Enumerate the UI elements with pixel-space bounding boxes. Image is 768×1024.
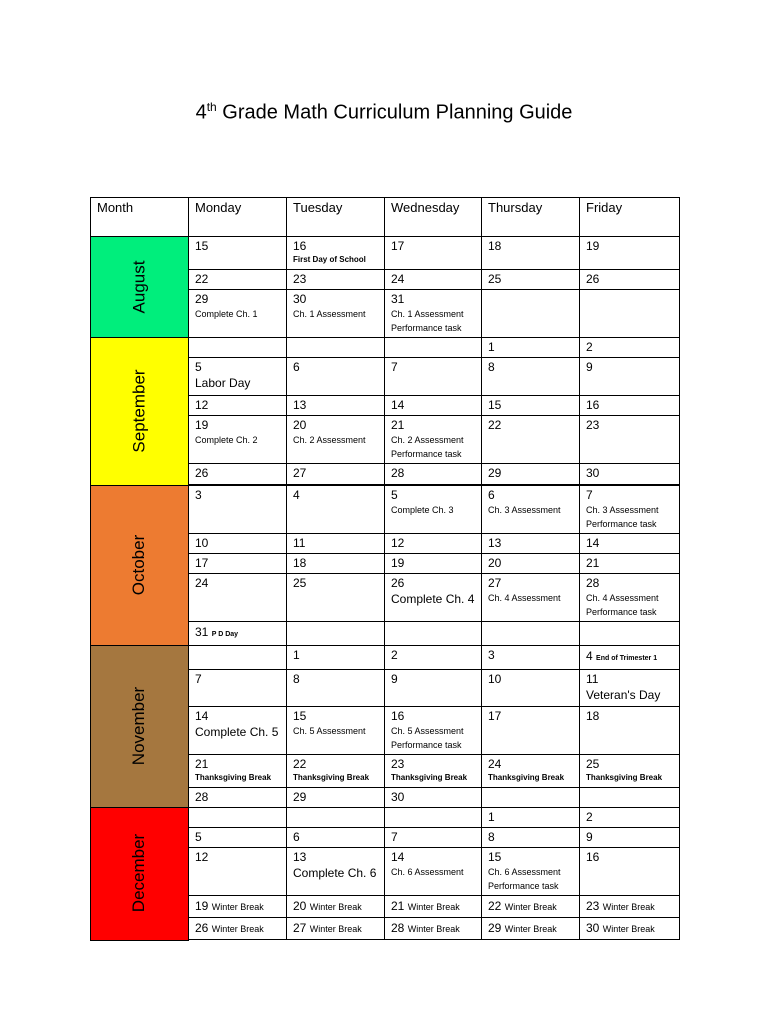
date-number: 28	[391, 466, 405, 480]
date-number: 6	[293, 830, 300, 844]
date-number: 15	[293, 709, 307, 723]
date-number: 31	[195, 625, 209, 639]
event-note: Complete Ch. 3	[391, 505, 454, 515]
day-cell	[385, 486, 482, 534]
date-number: 10	[488, 672, 502, 686]
day-cell	[189, 270, 287, 290]
date-number: 29	[488, 921, 502, 935]
event-note: Complete Ch. 5	[195, 725, 279, 739]
day-cell	[385, 670, 482, 707]
day-cell	[482, 416, 580, 464]
day-cell	[580, 554, 680, 574]
day-cell	[580, 534, 680, 554]
day-cell	[580, 646, 680, 670]
day-cell	[287, 918, 385, 940]
day-cell	[385, 396, 482, 416]
event-note: Ch. 5 Assessment	[391, 726, 464, 736]
day-cell	[580, 270, 680, 290]
day-cell	[287, 237, 385, 270]
event-note: Winter Break	[602, 902, 655, 912]
date-number: 9	[586, 830, 593, 844]
date-number: 21	[195, 757, 209, 771]
date-number: 26	[586, 272, 600, 286]
date-number: 13	[488, 536, 502, 550]
day-cell	[385, 338, 482, 358]
event-note: Performance task	[488, 881, 559, 891]
month-cell-august	[91, 237, 189, 338]
event-note: Labor Day	[195, 376, 251, 390]
date-number: 13	[293, 850, 307, 864]
day-cell	[482, 622, 580, 646]
date-number: 5	[195, 830, 202, 844]
date-number: 26	[195, 921, 209, 935]
day-cell	[385, 646, 482, 670]
date-number: 21	[391, 418, 405, 432]
day-cell	[287, 270, 385, 290]
date-number: 28	[391, 921, 405, 935]
day-cell	[189, 896, 287, 918]
day-cell	[580, 808, 680, 828]
day-cell	[580, 622, 680, 646]
event-note: Performance task	[391, 323, 462, 333]
day-cell	[580, 464, 680, 485]
event-note: Complete Ch. 2	[195, 435, 258, 445]
date-number: 18	[586, 709, 600, 723]
event-note: Performance task	[586, 519, 657, 529]
date-number: 25	[293, 576, 307, 590]
title-superscript: th	[206, 100, 217, 114]
day-cell	[287, 707, 385, 755]
event-note: Ch. 2 Assessment	[293, 435, 366, 445]
day-cell	[482, 534, 580, 554]
day-cell	[580, 896, 680, 918]
date-number: 25	[586, 757, 600, 771]
date-number: 15	[195, 239, 209, 253]
date-number: 3	[195, 488, 202, 502]
event-note: Ch. 6 Assessment	[391, 867, 464, 877]
date-number: 30	[586, 466, 600, 480]
date-number: 27	[293, 466, 307, 480]
date-number: 1	[293, 648, 300, 662]
day-cell	[580, 358, 680, 396]
date-number: 21	[586, 556, 600, 570]
day-cell	[385, 896, 482, 918]
date-number: 30	[391, 790, 405, 804]
event-note: Ch. 3 Assessment	[586, 505, 659, 515]
date-number: 7	[586, 488, 593, 502]
date-number: 12	[195, 850, 209, 864]
date-number: 6	[488, 488, 495, 502]
date-number: 13	[293, 398, 307, 412]
date-number: 24	[195, 576, 209, 590]
day-cell	[385, 290, 482, 338]
date-number: 22	[488, 418, 502, 432]
date-number: 20	[293, 418, 307, 432]
date-number: 22	[488, 899, 502, 913]
header-monday: Monday	[189, 198, 287, 237]
event-note: Ch. 1 Assessment	[293, 309, 366, 319]
day-cell	[287, 896, 385, 918]
date-number: 17	[488, 709, 502, 723]
day-cell	[189, 358, 287, 396]
date-number: 18	[488, 239, 502, 253]
table-row	[91, 808, 680, 828]
day-cell	[287, 788, 385, 808]
day-cell	[385, 918, 482, 940]
day-cell	[287, 554, 385, 574]
date-number: 22	[293, 757, 307, 771]
day-cell	[482, 554, 580, 574]
date-number: 20	[488, 556, 502, 570]
day-cell	[482, 755, 580, 788]
day-cell	[385, 788, 482, 808]
event-note: Winter Break	[407, 902, 460, 912]
date-number: 25	[488, 272, 502, 286]
day-cell	[385, 358, 482, 396]
date-number: 27	[293, 921, 307, 935]
day-cell	[482, 707, 580, 755]
event-note: Winter Break	[407, 924, 460, 934]
event-note: Performance task	[391, 740, 462, 750]
date-number: 18	[293, 556, 307, 570]
day-cell	[287, 828, 385, 848]
date-number: 14	[391, 398, 405, 412]
event-note: First Day of School	[293, 255, 366, 264]
day-cell	[385, 554, 482, 574]
date-number: 7	[391, 830, 398, 844]
day-cell	[189, 416, 287, 464]
day-cell	[580, 670, 680, 707]
day-cell	[287, 670, 385, 707]
event-note: End of Trimester 1	[596, 655, 658, 662]
day-cell	[482, 808, 580, 828]
day-cell	[189, 670, 287, 707]
day-cell	[482, 918, 580, 940]
month-cell-september	[91, 338, 189, 486]
day-cell	[482, 237, 580, 270]
day-cell	[189, 788, 287, 808]
date-number: 29	[195, 292, 209, 306]
date-number: 4	[293, 488, 300, 502]
day-cell	[287, 622, 385, 646]
date-number: 16	[586, 850, 600, 864]
day-cell	[189, 534, 287, 554]
day-cell	[287, 646, 385, 670]
event-note: Ch. 2 Assessment	[391, 435, 464, 445]
event-note: Thanksgiving Break	[293, 773, 370, 782]
month-label: August	[129, 260, 149, 313]
date-number: 2	[391, 648, 398, 662]
event-note: Winter Break	[504, 924, 557, 934]
day-cell	[189, 237, 287, 270]
date-number: 5	[195, 360, 202, 374]
day-cell	[385, 464, 482, 485]
day-cell	[482, 848, 580, 896]
date-number: 10	[195, 536, 209, 550]
day-cell	[385, 707, 482, 755]
day-cell	[189, 574, 287, 622]
day-cell	[580, 828, 680, 848]
day-cell	[580, 574, 680, 622]
day-cell	[189, 554, 287, 574]
event-note: Winter Break	[602, 924, 655, 934]
day-cell	[189, 622, 287, 646]
date-number: 31	[391, 292, 405, 306]
day-cell	[189, 808, 287, 828]
date-number: 14	[391, 850, 405, 864]
date-number: 17	[391, 239, 405, 253]
date-number: 21	[391, 899, 405, 913]
date-number: 15	[488, 398, 502, 412]
day-cell	[385, 270, 482, 290]
date-number: 23	[586, 899, 600, 913]
event-note: Veteran's Day	[586, 688, 661, 702]
date-number: 12	[195, 398, 209, 412]
day-cell	[482, 396, 580, 416]
day-cell	[287, 534, 385, 554]
day-cell	[482, 270, 580, 290]
month-cell-october	[91, 486, 189, 646]
date-number: 17	[195, 556, 209, 570]
header-month: Month	[91, 198, 189, 237]
day-cell	[385, 574, 482, 622]
date-number: 23	[586, 418, 600, 432]
day-cell	[287, 848, 385, 896]
event-note: Ch. 4 Assessment	[586, 593, 659, 603]
event-note: Ch. 4 Assessment	[488, 593, 561, 603]
date-number: 20	[293, 899, 307, 913]
day-cell	[385, 622, 482, 646]
date-number: 2	[586, 340, 593, 354]
event-note: Winter Break	[309, 924, 362, 934]
day-cell	[482, 828, 580, 848]
date-number: 16	[293, 239, 307, 253]
event-note: Winter Break	[309, 902, 362, 912]
day-cell	[385, 534, 482, 554]
day-cell	[580, 755, 680, 788]
event-note: Ch. 6 Assessment	[488, 867, 561, 877]
planning-table	[90, 197, 680, 941]
day-cell	[287, 290, 385, 338]
day-cell	[287, 338, 385, 358]
day-cell	[580, 788, 680, 808]
day-cell	[189, 646, 287, 670]
month-label: October	[129, 534, 149, 596]
event-note: Winter Break	[211, 924, 264, 934]
month-cell-december	[91, 808, 189, 941]
event-note: Performance task	[391, 449, 462, 459]
event-note: Complete Ch. 1	[195, 309, 258, 319]
event-note: Complete Ch. 4	[391, 592, 475, 606]
date-number: 27	[488, 576, 502, 590]
day-cell	[385, 848, 482, 896]
date-number: 23	[293, 272, 307, 286]
day-cell	[287, 574, 385, 622]
date-number: 6	[293, 360, 300, 374]
date-number: 3	[488, 648, 495, 662]
event-note: Thanksgiving Break	[391, 773, 468, 782]
day-cell	[580, 338, 680, 358]
day-cell	[482, 290, 580, 338]
day-cell	[580, 416, 680, 464]
day-cell	[385, 237, 482, 270]
date-number: 14	[586, 536, 600, 550]
date-number: 24	[488, 757, 502, 771]
day-cell	[482, 358, 580, 396]
day-cell	[287, 416, 385, 464]
header-wednesday: Wednesday	[385, 198, 482, 237]
day-cell	[287, 486, 385, 534]
day-cell	[580, 848, 680, 896]
event-note: Complete Ch. 6	[293, 866, 377, 880]
day-cell	[189, 707, 287, 755]
day-cell	[189, 848, 287, 896]
day-cell	[580, 707, 680, 755]
date-number: 15	[488, 850, 502, 864]
date-number: 28	[586, 576, 600, 590]
page-title	[0, 93, 768, 127]
day-cell	[189, 918, 287, 940]
day-cell	[287, 358, 385, 396]
event-note: Thanksgiving Break	[488, 773, 565, 782]
event-note: Ch. 1 Assessment	[391, 309, 464, 319]
day-cell	[189, 486, 287, 534]
day-cell	[385, 828, 482, 848]
month-label: September	[129, 369, 149, 453]
date-number: 12	[391, 536, 405, 550]
date-number: 26	[195, 466, 209, 480]
day-cell	[482, 896, 580, 918]
date-number: 16	[391, 709, 405, 723]
date-number: 7	[391, 360, 398, 374]
day-cell	[482, 788, 580, 808]
date-number: 29	[488, 466, 502, 480]
date-number: 8	[488, 360, 495, 374]
month-label: December	[129, 834, 149, 913]
event-note: Winter Break	[211, 902, 264, 912]
date-number: 23	[391, 757, 405, 771]
day-cell	[287, 808, 385, 828]
day-cell	[580, 290, 680, 338]
day-cell	[580, 918, 680, 940]
header-tuesday: Tuesday	[287, 198, 385, 237]
date-number: 7	[195, 672, 202, 686]
day-cell	[482, 574, 580, 622]
day-cell	[580, 237, 680, 270]
event-note: Performance task	[586, 607, 657, 617]
day-cell	[287, 755, 385, 788]
date-number: 19	[391, 556, 405, 570]
date-number: 9	[391, 672, 398, 686]
day-cell	[385, 808, 482, 828]
day-cell	[189, 828, 287, 848]
date-number: 8	[293, 672, 300, 686]
month-label: November	[129, 686, 149, 766]
day-cell	[580, 396, 680, 416]
event-note: Thanksgiving Break	[586, 773, 663, 782]
day-cell	[189, 290, 287, 338]
month-cell-november	[91, 646, 189, 808]
date-number: 1	[488, 810, 495, 824]
date-number: 16	[586, 398, 600, 412]
day-cell	[482, 486, 580, 534]
date-number: 29	[293, 790, 307, 804]
day-cell	[189, 464, 287, 485]
table-row	[91, 237, 680, 270]
day-cell	[482, 670, 580, 707]
date-number: 9	[586, 360, 593, 374]
date-number: 14	[195, 709, 209, 723]
day-cell	[189, 338, 287, 358]
table-row	[91, 646, 680, 670]
date-number: 19	[195, 418, 209, 432]
event-note: Ch. 5 Assessment	[293, 726, 366, 736]
date-number: 4	[586, 649, 593, 663]
day-cell	[385, 755, 482, 788]
date-number: 19	[195, 899, 209, 913]
date-number: 26	[391, 576, 405, 590]
day-cell	[482, 338, 580, 358]
title-text: Grade Math Curriculum Planning Guide	[222, 101, 573, 124]
date-number: 5	[391, 488, 398, 502]
title-grade-number: 4	[195, 101, 207, 124]
event-note: Ch. 3 Assessment	[488, 505, 561, 515]
date-number: 1	[488, 340, 495, 354]
day-cell	[482, 646, 580, 670]
day-cell	[580, 486, 680, 534]
date-number: 11	[293, 536, 306, 550]
day-cell	[482, 464, 580, 485]
day-cell	[287, 396, 385, 416]
event-note: Thanksgiving Break	[195, 773, 272, 782]
date-number: 19	[586, 239, 600, 253]
day-cell	[189, 755, 287, 788]
date-number: 28	[195, 790, 209, 804]
day-cell	[385, 416, 482, 464]
date-number: 11	[586, 672, 599, 686]
date-number: 8	[488, 830, 495, 844]
table-row	[91, 486, 680, 534]
date-number: 30	[586, 921, 600, 935]
header-row	[91, 198, 680, 237]
table-row	[91, 338, 680, 358]
date-number: 30	[293, 292, 307, 306]
date-number: 24	[391, 272, 405, 286]
event-note: Winter Break	[504, 902, 557, 912]
date-number: 22	[195, 272, 209, 286]
day-cell	[189, 396, 287, 416]
header-friday: Friday	[580, 198, 680, 237]
event-note: P D Day	[211, 631, 239, 638]
header-thursday: Thursday	[482, 198, 580, 237]
date-number: 2	[586, 810, 593, 824]
day-cell	[287, 464, 385, 485]
